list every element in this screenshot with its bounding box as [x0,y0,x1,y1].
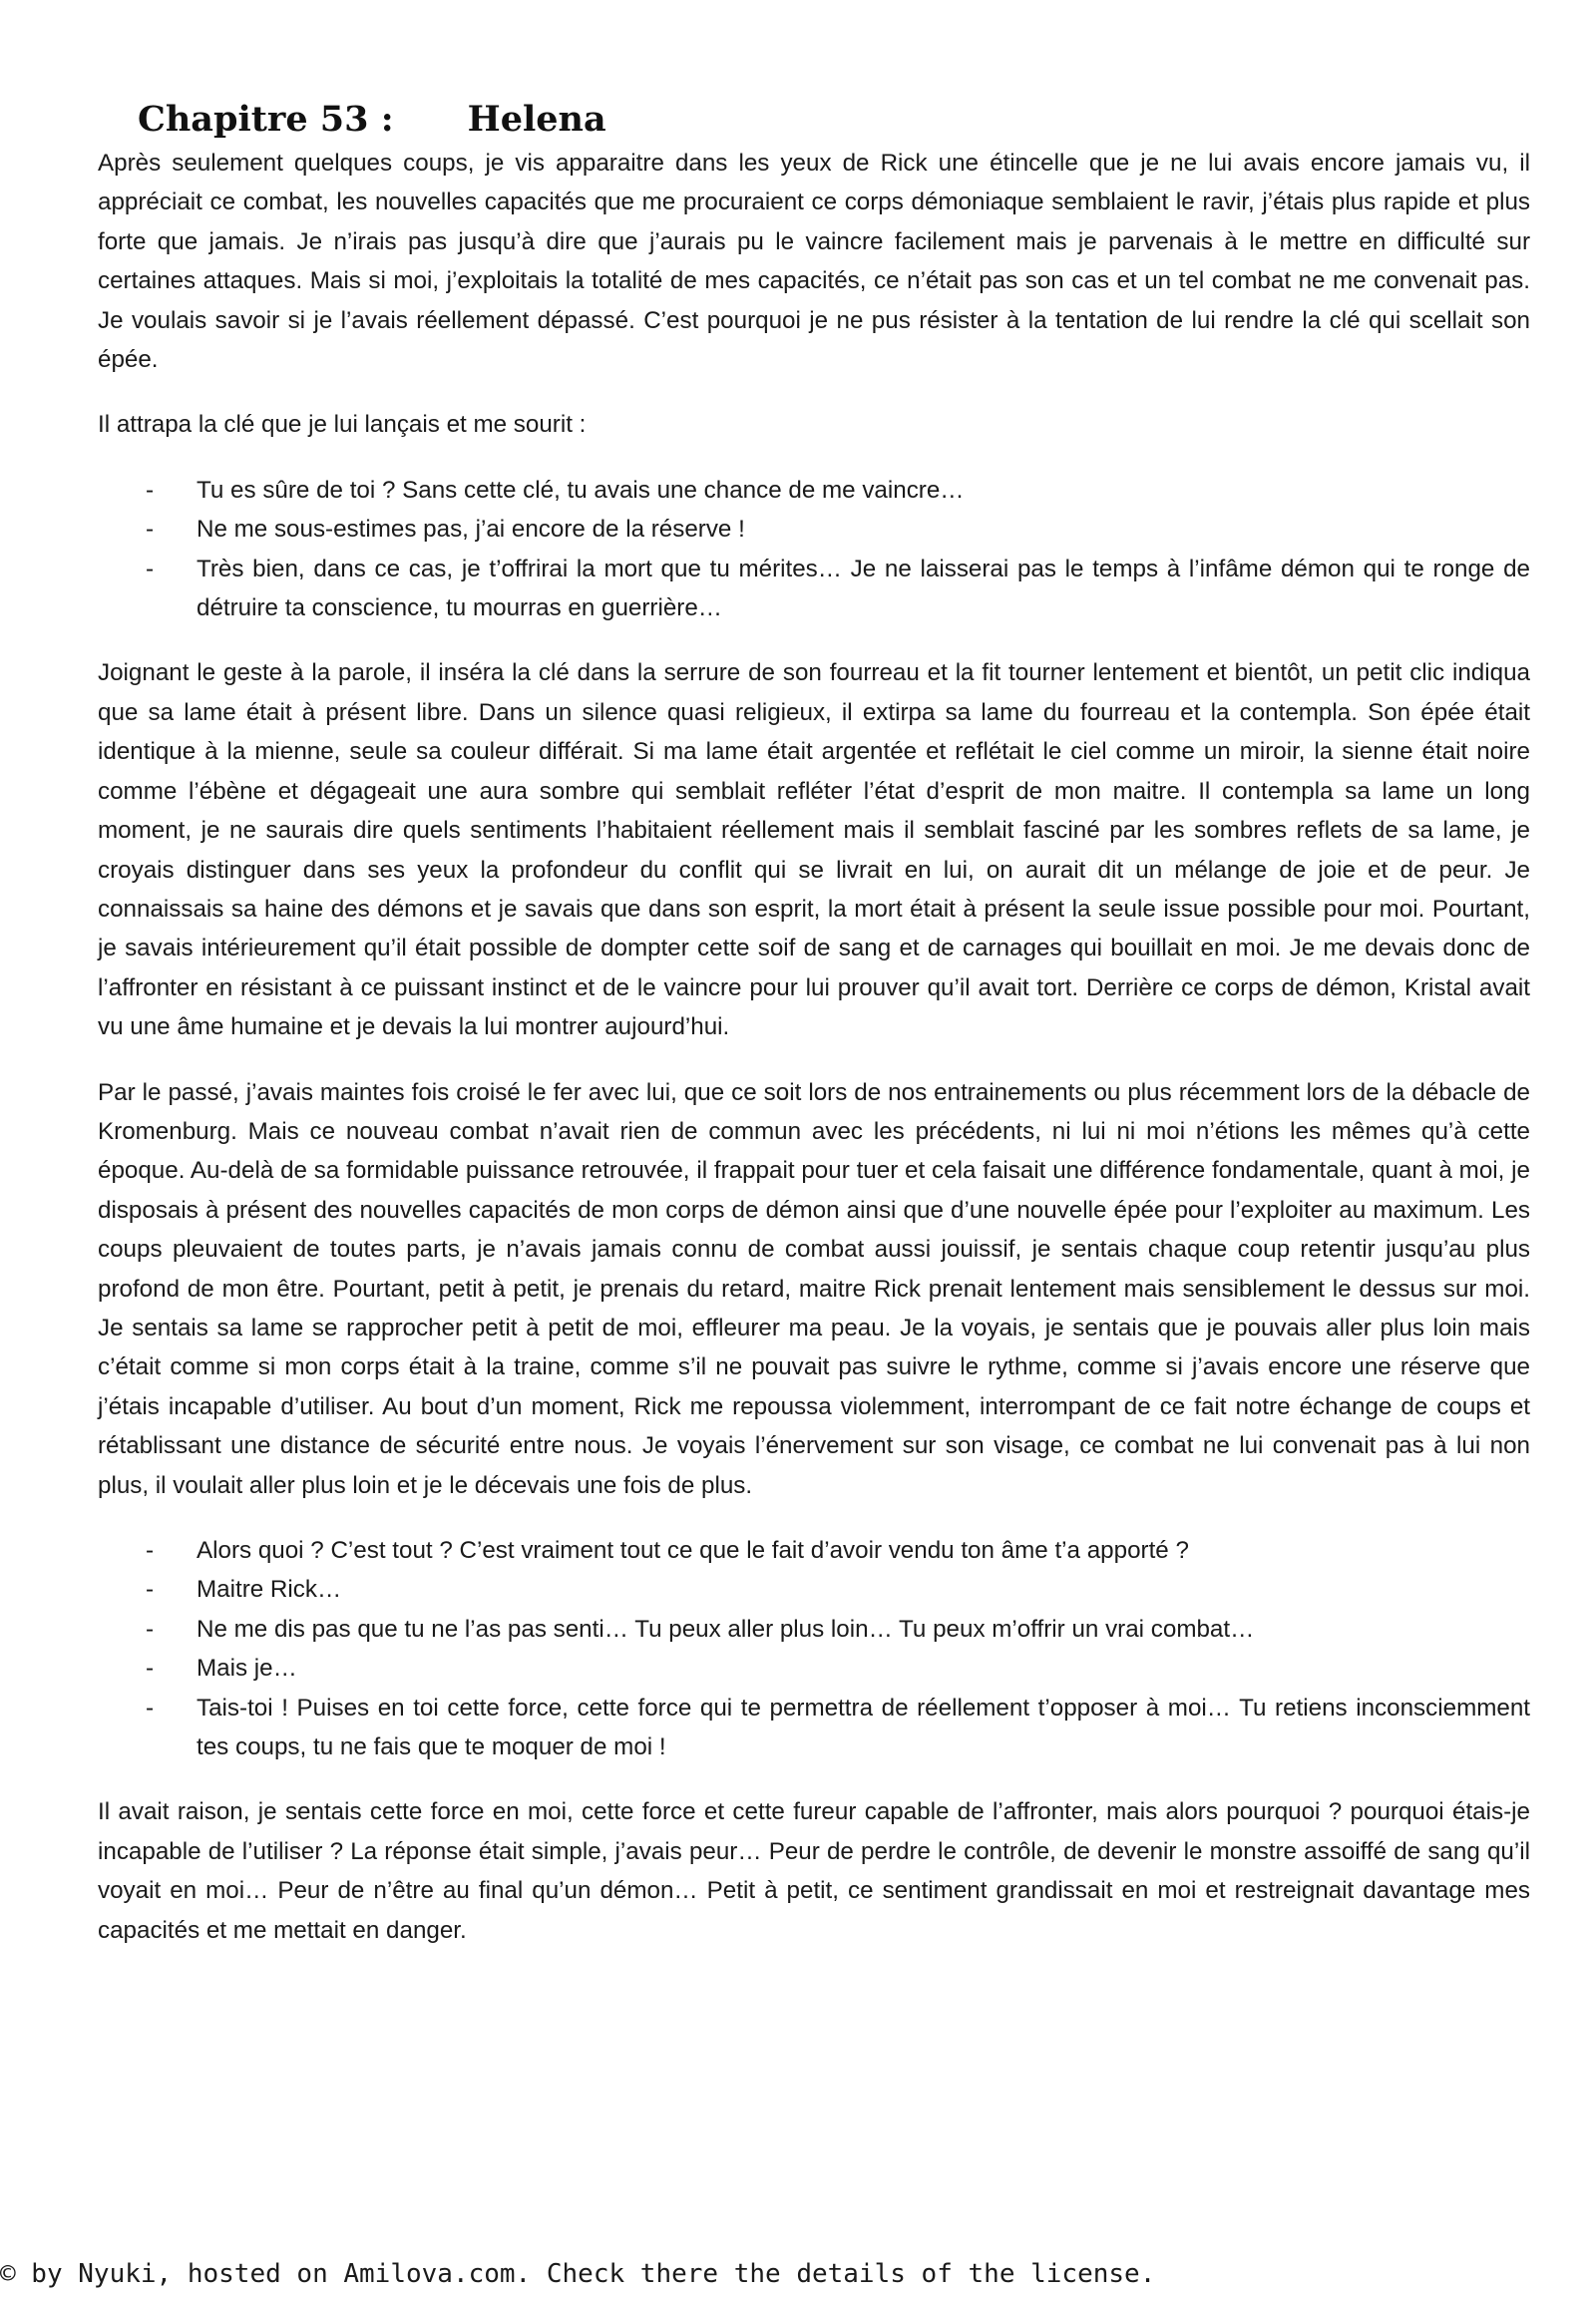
chapter-title [138,96,1530,144]
dialogue-text: Mais je… [197,1655,297,1683]
dialogue-line [98,1570,1530,1609]
dialogue-text: Très bien, dans ce cas, je t’offrirai la mort que tu mérites… Je ne laisserai pas le temps à l’infâme démon qui te ronge de détruire ta conscience, tu mourras en guerrière… [197,555,1530,622]
paragraph: Il attrapa la clé que je lui lançais et me sourit : [98,411,587,439]
chapter-name: Helena [467,99,606,140]
dialogue-dash: - [146,1615,155,1643]
dialogue-text: Tu es sûre de toi ? Sans cette clé, tu avais une chance de me vaincre… [197,476,965,504]
dialogue-dash: - [146,1576,155,1604]
dialogue-text: Ne me sous-estimes pas, j’ai encore de la réserve ! [197,516,745,544]
dialogue-list [98,471,1530,628]
paragraph: Après seulement quelques coups, je vis apparaitre dans les yeux de Rick une étincelle que je ne lui avais encore jamais vu, il appréciait ce combat, les nouvelles capacités que me procuraient ce corps démoniaque semblaient le ravir, j’étais plus rapide et plus forte que jamais. Je n’irais pas jusqu’à dire que j’aurais pu le vaincre facilement mais je parvenais à le mettre en difficulté sur certaines attaques. Mais si moi, j’exploitais la totalité de mes capacités, ce n’était pas son cas et un tel combat ne me convenait pas. Je voulais savoir si je l’avais réellement dépassé. C’est pourquoi je ne pus résister à la tentation de lui rendre la clé qui scellait son épée. [98,150,1530,374]
dialogue-text: Alors quoi ? C’est tout ? C’est vraiment tout ce que le fait d’avoir vendu ton âme t’a apporté ? [197,1537,1189,1564]
dialogue-line [98,471,1530,510]
chapter-label: Chapitre 53 : [138,99,394,140]
dialogue-dash: - [146,555,155,582]
dialogue-dash: - [146,1537,155,1564]
license-footer: © by Nyuki, hosted on Amilova.com. Check there the details of the license. [0,2259,1156,2289]
dialogue-dash: - [146,1655,155,1683]
paragraph: Joignant le geste à la parole, il inséra la clé dans la serrure de son fourreau et la fit tourner lentement et bientôt, un petit clic indiqua que sa lame était à présent libre. Dans un silence quasi religieux, il extirpa sa lame du fourreau et la contempla. Son épée était identique à la mienne, seule sa couleur différait. Si ma lame était argentée et reflétait le ciel comme un miroir, la sienne était noire comme l’ébène et dégageait une aura sombre qui semblait refléter l’état d’esprit de mon maitre. Il contempla sa lame un long moment, je ne saurais dire quels sentiments l’habitaient réellement mais il semblait fasciné par les sombres reflets de sa lame, je croyais distinguer dans ses yeux la profondeur du conflit qui se livrait en lui, on aurait dit un mélange de joie et de peur. Je connaissais sa haine des démons et je savais que dans son esprit, la mort était à présent la seule issue possible pour moi. Pourtant, je savais intérieurement qu’il était possible de dompter cette soif de sang et de carnages qui bouillait en moi. Je me devais donc de l’affronter en résistant à ce puissant instinct et de le vaincre pour lui prouver qu’il avait tort. Derrière ce corps de démon, Kristal avait vu une âme humaine et je devais la lui montrer aujourd’hui. [98,659,1530,1041]
dialogue-dash: - [146,516,155,544]
dialogue-line [98,1531,1530,1570]
dialogue-text: Ne me dis pas que tu ne l’as pas senti… Tu peux aller plus loin… Tu peux m’offrir un vrai combat… [197,1615,1255,1643]
dialogue-line [98,550,1530,628]
dialogue-dash: - [146,476,155,504]
dialogue-line [98,1689,1530,1767]
dialogue-text: Tais-toi ! Puises en toi cette force, cette force qui te permettra de réellement t’opposer à moi… Tu retiens inconsciemment tes coups, tu ne fais que te moquer de moi ! [197,1694,1530,1761]
dialogue-text: Maitre Rick… [197,1576,342,1604]
dialogue-line [98,1649,1530,1688]
paragraph: Il avait raison, je sentais cette force en moi, cette force et cette fureur capable de l’affronter, mais alors pourquoi ? pourquoi étais-je incapable de l’utiliser ? La réponse était simple, j’avais peur… Peur de perdre le contrôle, de devenir le monstre assoiffé de sang qu’il voyait en moi… Peur de n’être au final qu’un démon… Petit à petit, ce sentiment grandissait en moi et restreignait davantage mes capacités et me mettait en danger. [98,1798,1530,1944]
dialogue-list [98,1531,1530,1766]
paragraph: Par le passé, j’avais maintes fois croisé le fer avec lui, que ce soit lors de nos entrainements ou plus récemment lors de la débacle de Kromenburg. Mais ce nouveau combat n’avait rien de commun avec les précédents, ni lui ni moi n’étions les mêmes qu’à cette époque. Au-delà de sa formidable puissance retrouvée, il frappait pour tuer et cela faisait une différence fondamentale, quant à moi, je disposais à présent des nouvelles capacités de mon corps de démon ainsi que d’une nouvelle épée pour l’exploiter au maximum. Les coups pleuvaient de toutes parts, je n’avais jamais connu de combat aussi jouissif, je sentais chaque coup retentir jusqu’au plus profond de mon être. Pourtant, petit à petit, je prenais du retard, maitre Rick prenait lentement mais sensiblement le dessus sur moi. Je sentais sa lame se rapprocher petit à petit de moi, effleurer ma peau. Je la voyais, je sentais que je pouvais aller plus loin mais c’était comme si mon corps était à la traine, comme s’il ne pouvait pas suivre le rythme, comme si j’avais encore une réserve que j’étais incapable d’utiliser. Au bout d’un moment, Rick me repoussa violemment, interrompant de ce fait notre échange de coups et rétablissant une distance de sécurité entre nous. Je voyais l’énervement sur son visage, ce combat ne lui convenait pas à lui non plus, il voulait aller plus loin et je le décevais une fois de plus. [98,1078,1530,1499]
dialogue-line [98,510,1530,549]
dialogue-line [98,1610,1530,1649]
document-page [98,96,1530,1976]
dialogue-dash: - [146,1694,155,1722]
